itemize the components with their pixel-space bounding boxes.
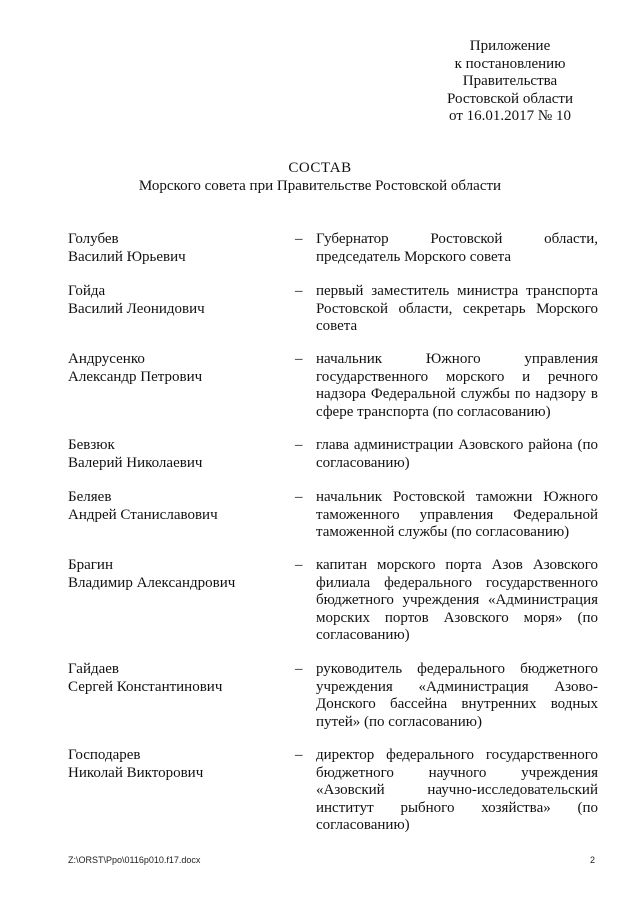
member-role: начальник Ростовской таможни Южного таможенного управления Федеральной таможенной службы (по согласованию) [316, 489, 598, 541]
member-role: руководитель федерального бюджетного учреждения «Администрация Азово-Донского бассейна внутренних водных путей» (по согласованию) [316, 661, 598, 730]
member-given-name: Николай Викторович [68, 764, 204, 781]
member-dash: – [295, 747, 303, 763]
member-role: директор федерального государственного бюджетного научного учреждения «Азовский научно-исследовательский институт рыбного хозяйства» (по согласованию) [316, 747, 598, 834]
member-surname: Андрусенко [68, 351, 145, 367]
member-dash: – [295, 351, 303, 367]
member-surname: Беляев [68, 489, 112, 505]
member-role: Губернатор Ростовской области, председатель Морского совета [316, 231, 598, 265]
member-given-name: Александр Петрович [68, 368, 203, 385]
member-surname: Голубев [68, 231, 119, 247]
member-surname: Гайдаев [68, 661, 120, 677]
appendix-line: от 16.01.2017 № 10 [449, 108, 571, 124]
appendix-line: Правительства [462, 73, 558, 89]
member-dash: – [295, 231, 303, 247]
member-name [68, 661, 283, 696]
member-name [68, 557, 283, 592]
appendix-line: Приложение [469, 38, 551, 54]
member-name [68, 747, 283, 782]
appendix-line: к постановлению [454, 55, 566, 72]
member-surname: Гойда [68, 283, 106, 299]
member-surname: Брагин [68, 557, 113, 573]
member-given-name: Владимир Александрович [68, 574, 236, 591]
member-dash: – [295, 283, 303, 299]
appendix-stamp [420, 38, 600, 126]
document-title: СОСТАВ [288, 160, 352, 176]
member-name [68, 489, 283, 524]
member-dash: – [295, 437, 303, 453]
appendix-line: Ростовской области [447, 90, 573, 107]
member-dash: – [295, 661, 303, 677]
member-name [68, 283, 283, 318]
member-given-name: Валерий Николаевич [68, 454, 203, 471]
member-role: начальник Южного управления государственного морского и речного надзора Федеральной службы по надзору в сфере транспорта (по согласованию) [316, 351, 598, 420]
member-given-name: Сергей Константинович [68, 678, 223, 695]
member-role: первый заместитель министра транспорта Ростовской области, секретарь Морского совета [316, 283, 598, 335]
member-name [68, 437, 283, 472]
page-number: 2 [590, 855, 596, 865]
member-name [68, 231, 283, 266]
document-subtitle: Морского совета при Правительстве Ростовской области [138, 178, 502, 194]
member-given-name: Василий Леонидович [68, 300, 205, 317]
member-role: глава администрации Азовского района (по согласованию) [316, 437, 598, 471]
member-dash: – [295, 557, 303, 573]
member-given-name: Василий Юрьевич [68, 248, 186, 265]
member-name [68, 351, 283, 386]
member-given-name: Андрей Станиславович [68, 506, 218, 523]
member-surname: Бевзюк [68, 437, 115, 453]
member-role: капитан морского порта Азов Азовского филиала федерального государственного бюджетного учреждения «Администрация морских портов Азовского моря» (по согласованию) [316, 557, 598, 644]
member-dash: – [295, 489, 303, 505]
footer-file-path: Z:\ORST\Ppo\0116p010.f17.docx [68, 855, 201, 865]
member-surname: Господарев [68, 747, 141, 763]
